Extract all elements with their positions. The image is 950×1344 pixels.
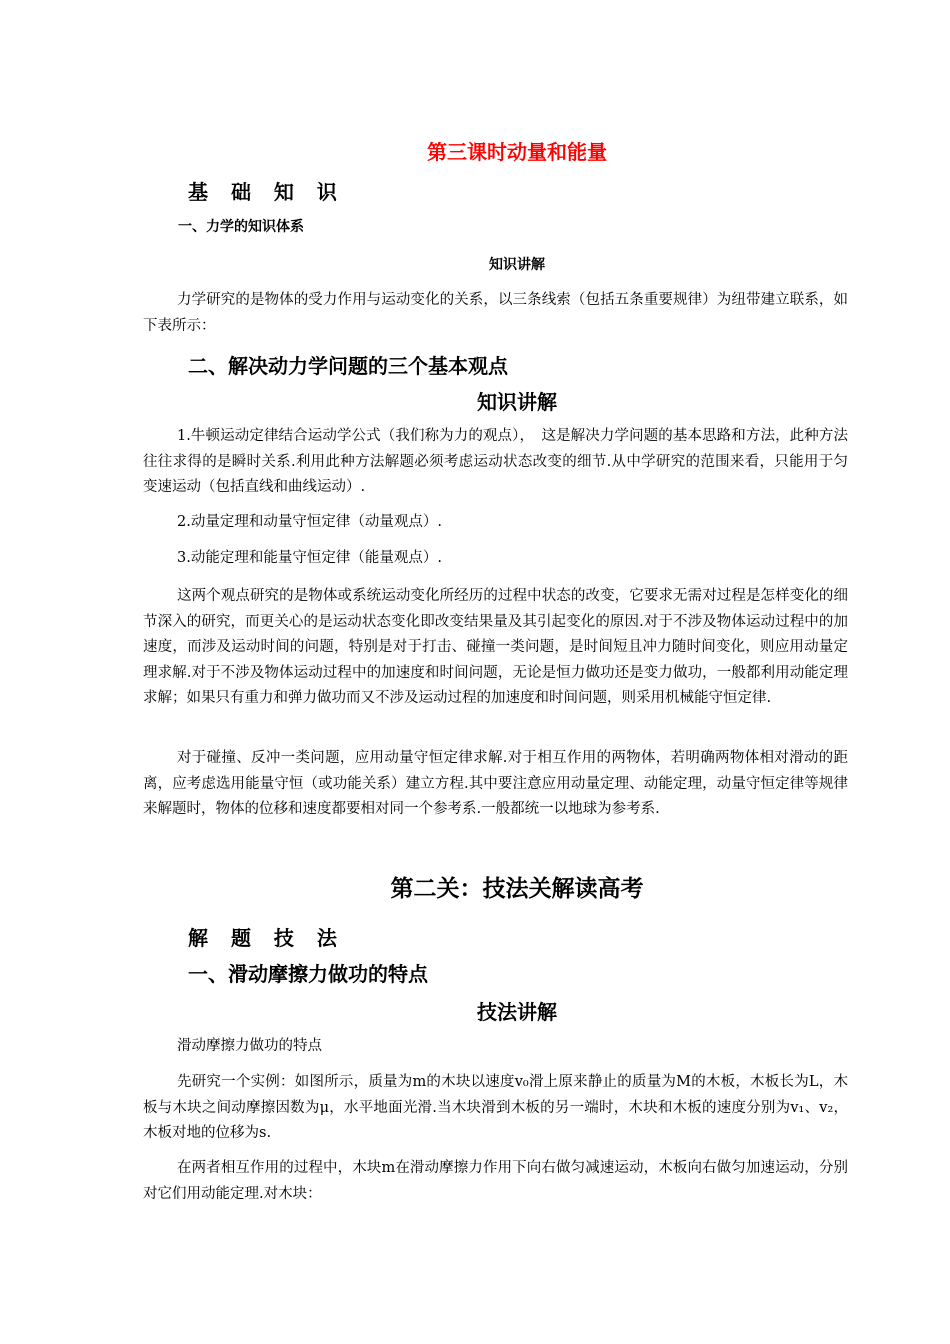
paragraph-momentum: 2.动量定理和动量守恒定律（动量观点）.	[177, 514, 442, 530]
subheading-friction-work: 一、滑动摩擦力做功的特点	[188, 962, 428, 986]
paragraph-newton: 1.牛顿运动定律结合运动学公式（我们称为力的观点）， 这是解决力学问题的基本思路和方法，此种方法往往求得的是瞬时关系.利用此种方法解题必须考虑运动状态改变的细节.从中学研究的范围来看，只能用于匀变速运动（包括直线和曲线运动）.	[143, 428, 848, 495]
paragraph-friction-title: 滑动摩擦力做功的特点	[177, 1038, 322, 1054]
subheading-three-views: 二、解决动力学问题的三个基本观点	[188, 354, 508, 378]
page-title: 第三课时动量和能量	[427, 140, 607, 164]
tech-label: 技法讲解	[477, 1000, 557, 1024]
subheading-mechanics-system: 一、力学的知识体系	[178, 219, 304, 235]
paragraph-intro: 力学研究的是物体的受力作用与运动变化的关系，以三条线索（包括五条重要规律）为纽带建立联系，如下表所示：	[143, 292, 848, 334]
knowledge-label: 知识讲解	[489, 257, 545, 273]
paragraph-two-views: 这两个观点研究的是物体或系统运动变化所经历的过程中状态的改变，它要求无需对过程是怎样变化的细节深入的研究，而更关心的是运动状态变化即改变结果量及其引起变化的原因.对于不涉及物体运动过程中的加速度，而涉及运动时间的问题，特别是对于打击、碰撞一类问题，是时间短且冲力随时间变化，则应用动量定理求解.对于不涉及物体运动过程中的加速度和时间问题，无论是恒力做功还是变力做功，一般都利用动能定理求解；如果只有重力和弹力做功而又不涉及运动过程的加速度和时间问题，则采用机械能守恒定律.	[143, 588, 848, 706]
level2-title: 第二关：技法关解读高考	[390, 876, 644, 902]
paragraph-collision: 对于碰撞、反冲一类问题，应用动量守恒定律求解.对于相互作用的两物体，若明确两物体相对滑动的距离，应考虑选用能量守恒（或功能关系）建立方程.其中要注意应用动量定理、动能定理，动量守恒定律等规律来解题时，物体的位移和速度都要相对同一个参考系.一般都统一以地球为参考系.	[143, 750, 848, 817]
knowledge-label-big: 知识讲解	[477, 390, 557, 414]
paragraph-example: 先研究一个实例：如图所示，质量为m的木块以速度v₀滑上原来静止的质量为M的木板，木板长为L，木板与木块之间动摩擦因数为μ，水平地面光滑.当木块滑到木板的另一端时，木块和木板的速度分别为v₁、v₂，木板对地的位移为s.	[143, 1074, 848, 1141]
section-heading-basic: 基 础 知 识	[188, 180, 345, 204]
section-heading-tech: 解 题 技 法	[188, 926, 345, 950]
paragraph-energy: 3.动能定理和能量守恒定律（能量观点）.	[177, 550, 442, 566]
paragraph-interaction: 在两者相互作用的过程中，木块m在滑动摩擦力作用下向右做匀减速运动，木板向右做匀加速运动，分别对它们用动能定理.对木块：	[143, 1160, 848, 1202]
